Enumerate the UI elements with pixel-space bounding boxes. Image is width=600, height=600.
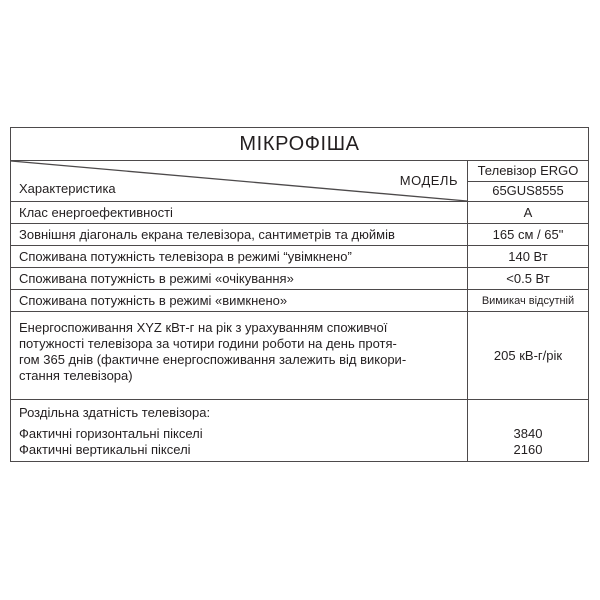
row-label-on-power: Споживана потужність телевізора в режимі “увімкнено” — [11, 246, 468, 268]
horizontal-pixels-value: 3840 — [513, 426, 543, 441]
row-value-on-power: 140 Вт — [468, 246, 589, 268]
table-row-energy — [11, 312, 589, 400]
table-row — [11, 290, 589, 312]
row-label-off-power: Споживана потужність в режимі «вимкнено» — [11, 290, 468, 312]
energy-line: гом 365 днів (фактичне енергоспоживання залежить від викори- — [19, 352, 407, 367]
characteristic-header-label: Характеристика — [19, 181, 116, 196]
energy-line: Енергоспоживання XYZ кВт-г на рік з урахуванням споживчої — [19, 320, 388, 335]
fiche-title: МІКРОФІША — [11, 128, 589, 161]
row-label-standby-power: Споживана потужність в режимі «очікування» — [11, 268, 468, 290]
row-label-energy-class: Клас енергоефективності — [11, 202, 468, 224]
header-diagonal-cell — [11, 161, 468, 202]
row-value-off-power: Вимикач відсутній — [468, 290, 589, 312]
resolution-label-cell — [11, 400, 468, 462]
header-row-1 — [11, 161, 589, 182]
model-number: 65GUS8555 — [468, 181, 589, 202]
vertical-pixels-value: 2160 — [513, 442, 543, 457]
table-row — [11, 268, 589, 290]
title-row — [11, 128, 589, 161]
energy-line: стання телевізора) — [19, 368, 133, 383]
energy-line: потужності телевізора за чотири години роботи на день протя- — [19, 336, 397, 351]
model-header-label: МОДЕЛЬ — [399, 173, 458, 188]
resolution-value-cell — [468, 400, 589, 462]
energy-consumption-value: 205 кВ-г/рік — [468, 312, 589, 400]
table-row — [11, 202, 589, 224]
vertical-pixels-label: Фактичні вертикальні пікселі — [19, 442, 191, 457]
horizontal-pixels-label: Фактичні горизонтальні пікселі — [19, 426, 203, 441]
row-label-diagonal: Зовнішня діагональ екрана телевізора, сантиметрів та дюймів — [11, 224, 468, 246]
microfiche-table — [10, 127, 589, 462]
table-row — [11, 224, 589, 246]
energy-consumption-label — [11, 312, 468, 400]
table-row-resolution — [11, 400, 589, 462]
microfiche-sheet — [10, 127, 588, 467]
resolution-heading: Роздільна здатність телевізора: — [19, 405, 211, 420]
row-value-diagonal: 165 см / 65" — [468, 224, 589, 246]
row-value-energy-class: A — [468, 202, 589, 224]
product-name: Телевізор ERGO — [468, 161, 589, 182]
table-row — [11, 246, 589, 268]
row-value-standby-power: <0.5 Вт — [468, 268, 589, 290]
